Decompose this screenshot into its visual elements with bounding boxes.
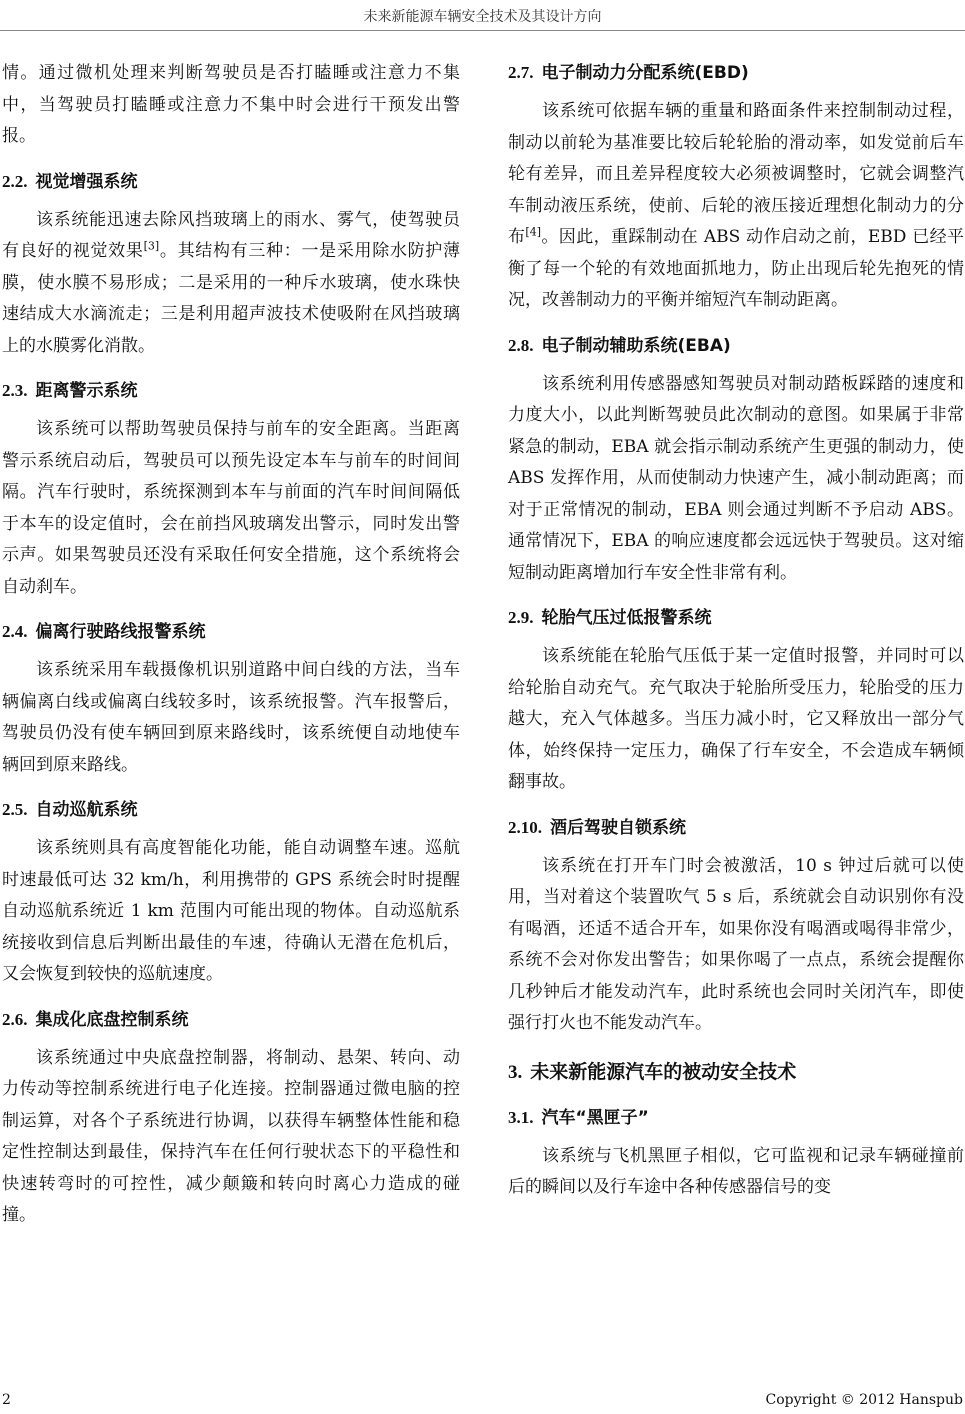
section-title: 轮胎气压过低报警系统: [541, 608, 712, 628]
paragraph-text: 。因此，重踩制动在 ABS 动作启动之前，EBD 已经平衡了每一个轮的有效地面抓地力，防止出现后轮先抱死的情况，改善制动力的平衡并缩短汽车制动距离。: [508, 227, 964, 310]
paragraph-text: 该系统可依据车辆的重量和路面条件来控制制动过程，制动以前轮为基准要比较后轮轮胎的滑动率，如发觉前后车轮有差异，而且差异程度较大必须被调整时，它就会调整汽车制动液压系统，使前、后轮的液压接近理想化制动力的分布: [508, 101, 964, 247]
section-heading-2-2: [2, 167, 460, 197]
section-heading-2-4: [2, 617, 460, 647]
paragraph-text: 。其结构有三种：一是采用除水防护薄膜，使水膜不易形成；二是采用的一种斥水玻璃，使水珠快速结成大水滴流走；三是利用超声波技术使吸附在风挡玻璃上的水膜雾化消散。: [2, 241, 461, 356]
section-number: 2.8.: [508, 335, 534, 355]
section-number: 2.3.: [2, 381, 28, 400]
paragraph: 该系统则具有高度智能化功能，能自动调整车速。巡航时速最低可达 32 km/h，利用携带的 GPS 系统会时时提醒自动巡航系统近 1 km 范围内可能出现的物体。自动巡航系统接收到信息后判断出最佳的车速，待确认无潜在危机后，又会恢复到较快的巡航速度。: [2, 838, 460, 984]
citation-ref[interactable]: [3]: [143, 239, 160, 253]
section-heading-2-7: [508, 58, 964, 88]
section-number: 3.1.: [508, 1107, 534, 1127]
section-heading-3: [508, 1056, 964, 1089]
section-number: 2.9.: [508, 608, 534, 627]
right-column: [508, 58, 964, 1212]
section-title: 酒后驾驶自锁系统: [550, 817, 686, 838]
paragraph: 该系统可以帮助驾驶员保持与前车的安全距离。当距离警示系统启动后，驾驶员可以预先设定本车与前车的时间间隔。汽车行驶时，系统探测到本车与前面的汽车时间间隔低于本车的设定值时，会在前挡风玻璃发出警示，同时发出警示声。如果驾驶员还没有采取任何安全措施，这个系统将会自动刹车。: [2, 419, 460, 597]
paragraph: 该系统能在轮胎气压低于某一定值时报警，并同时可以给轮胎自动充气。充气取决于轮胎所受压力，轮胎受的压力越大，充入气体越多。当压力减小时，它又释放出一部分气体，始终保持一定压力，确保了行车安全，不会造成车辆倾翻事故。: [508, 646, 964, 792]
section-title: 距离警示系统: [35, 381, 138, 401]
section-number: 2.7.: [508, 63, 534, 82]
section-heading-2-8: [508, 331, 964, 361]
section-title: 集成化底盘控制系统: [35, 1009, 189, 1030]
section-heading-2-9: [508, 603, 964, 633]
section-title: 自动巡航系统: [35, 800, 138, 820]
section-title: 电子制动辅助系统(EBA): [541, 335, 731, 356]
section-number: 2.10.: [508, 817, 542, 837]
section-heading-2-3: [2, 376, 460, 406]
section-title: 电子制动力分配系统(EBD): [541, 63, 749, 83]
section-number: 3.: [508, 1061, 523, 1083]
paragraph: 该系统利用传感器感知驾驶员对制动踏板踩踏的速度和力度大小，以此判断驾驶员此次制动的意图。如果属于非常紧急的制动，EBA 就会指示制动系统产生更强的制动力，使 ABS 发挥作用，从而使制动力快速产生，减小制动距离；而对于正常情况的制动，EBA 则会通过判断不予启动 ABS。通常情况下，EBA 的响应速度都会远远快于驾驶员。这对缩短制动距离增加行车安全性非常有利。: [508, 373, 964, 583]
section-title: 汽车“黑匣子”: [541, 1107, 649, 1128]
section-number: 2.2.: [2, 171, 28, 191]
left-column: [2, 58, 460, 1240]
paragraph: 该系统采用车载摄像机识别道路中间白线的方法，当车辆偏离白线或偏离白线较多时，该系统报警。汽车报警后，驾驶员仍没有使车辆回到原来路线时，该系统便自动地使车辆回到原来路线。: [2, 660, 460, 775]
section-title: 偏离行驶路线报警系统: [35, 622, 206, 642]
paragraph: 该系统通过中央底盘控制器，将制动、悬架、转向、动力传动等控制系统进行电子化连接。控制器通过微电脑的控制运算，对各个子系统进行协调，以获得车辆整体性能和稳定性控制达到最佳，保持汽车在任何行驶状态下的平稳性和快速转弯时的可控性，减少颠簸和转向时离心力造成的碰撞。: [2, 1047, 460, 1225]
section-heading-2-5: [2, 795, 460, 825]
paragraph-continued: 情。通过微机处理来判断驾驶员是否打瞌睡或注意力不集中，当驾驶员打瞌睡或注意力不集中时会进行干预发出警报。: [2, 63, 460, 146]
paragraph-text: 该系统能迅速去除风挡玻璃上的雨水、雾气，使驾驶员有良好的视觉效果: [2, 209, 460, 261]
header-divider: [0, 30, 965, 31]
paragraph: 该系统与飞机黑匣子相似，它可监视和记录车辆碰撞前后的瞬间以及行车途中各种传感器信号的变: [508, 1145, 964, 1197]
page-number: 2: [2, 1392, 11, 1408]
section-number: 2.5.: [2, 800, 28, 819]
section-heading-2-10: [508, 813, 964, 843]
paragraph: 该系统在打开车门时会被激活，10 s 钟过后就可以使用，当对着这个装置吹气 5 s 后，系统就会自动识别你有没有喝酒，还适不适合开车，如果你没有喝酒或喝得非常少，系统不会对你发出警告；如果你喝了一点点，系统会提醒你几秒钟后才能发动汽车，此时系统也会同时关闭汽车，即使强行打火也不能发动汽车。: [508, 855, 964, 1033]
section-title: 未来新能源汽车的被动安全技术: [530, 1060, 797, 1083]
section-heading-2-6: [2, 1005, 460, 1035]
citation-ref[interactable]: [4]: [525, 225, 541, 239]
running-header: 未来新能源车辆安全技术及其设计方向: [363, 9, 602, 25]
paragraph: [508, 96, 964, 317]
section-number: 2.6.: [2, 1009, 28, 1029]
section-title: 视觉增强系统: [35, 171, 138, 192]
section-number: 2.4.: [2, 622, 28, 641]
section-heading-3-1: [508, 1103, 964, 1133]
paragraph: [2, 205, 460, 363]
copyright-notice: Copyright © 2012 Hanspub: [765, 1392, 963, 1408]
